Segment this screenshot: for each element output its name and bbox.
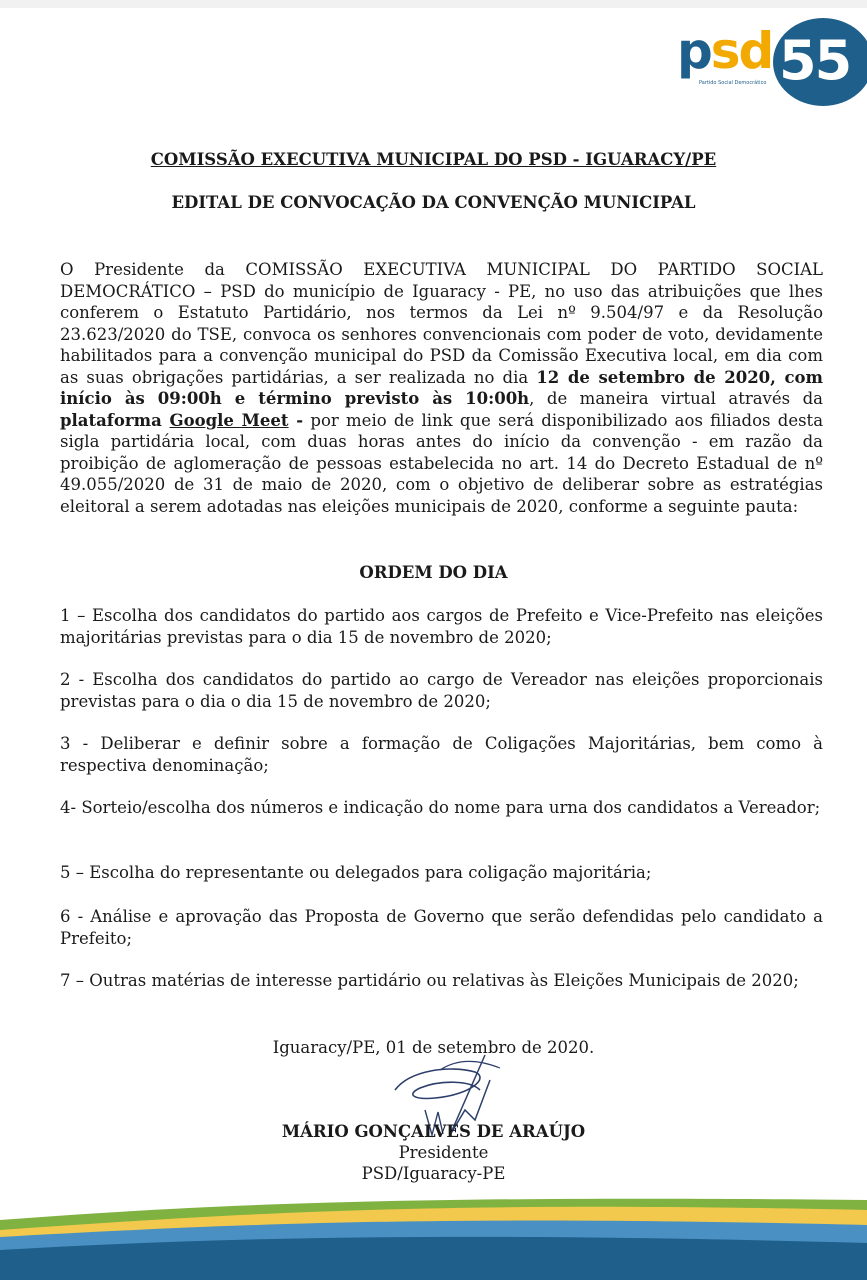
signer-name: MÁRIO GONÇALVES DE ARAÚJO	[281, 1122, 586, 1141]
footer-wave-decoration	[0, 1175, 867, 1280]
logo-number: 55	[779, 29, 851, 92]
document-title: COMISSÃO EXECUTIVA MUNICIPAL DO PSD - IGUARACY/PE	[150, 150, 717, 169]
scan-edge	[0, 0, 867, 8]
meeting-date: 12 de setembro de 2020, com início às 09:00h e término previsto às 10:00h	[60, 367, 823, 408]
intro-paragraph: O Presidente da COMISSÃO EXECUTIVA MUNICIPAL DO PARTIDO SOCIAL DEMOCRÁTICO – PSD do município de Iguaracy - PE, no uso das atribuições que lhes conferem o Estatuto Partidário, nos termos da Lei nº 9.504/97 e da Resolução 23.623/2020 do TSE, convoca os senhores convencionais com poder de voto, devidamente habilitados para a convenção municipal do PSD da Comissão Executiva local, em dia com as suas obrigações partidárias, a ser realizada no dia 12 de setembro de 2020, com início às 09:00h e término previsto às 10:00h, de maneira virtual através da plataforma Google Meet - por meio de link que será disponibilizado aos filiados desta sigla partidária local, com duas horas antes do início da convenção - em razão da proibição de aglomeração de pessoas estabelecida no art. 14 do Decreto Estadual de nº 49.055/2020 de 31 de maio de 2020, com o objetivo de deliberar sobre as estratégias eleitoral a serem adotadas nas eleições municipais de 2020, conforme a seguinte pauta:	[60, 260, 824, 516]
signer-organization: PSD/Iguaracy-PE	[361, 1164, 506, 1183]
platform-name: Google Meet	[169, 410, 289, 430]
agenda-item: 6 - Análise e aprovação das Proposta de Governo que serão defendidas pelo candidato a Prefeito;	[60, 907, 823, 948]
agenda-item: 5 – Escolha do representante ou delegados para coligação majoritária;	[60, 863, 652, 882]
agenda-item: 3 - Deliberar e definir sobre a formação de Coligações Majoritárias, bem como à respectiva denominação;	[60, 734, 823, 775]
agenda-item: 7 – Outras matérias de interesse partidário ou relativas às Eleições Municipais de 2020;	[60, 971, 799, 990]
agenda-item: 1 – Escolha dos candidatos do partido aos cargos de Prefeito e Vice-Prefeito nas eleições majoritárias previstas para o dia 15 de novembro de 2020;	[60, 606, 823, 647]
agenda-item: 4- Sorteio/escolha dos números e indicação do nome para urna dos candidatos a Vereador;	[60, 798, 821, 817]
psd-55-logo	[677, 18, 867, 108]
signer-role: Presidente	[398, 1143, 489, 1162]
logo-wordmark: psd	[677, 22, 773, 80]
logo-tagline: Partido Social Democrático	[699, 80, 767, 86]
place-and-date: Iguaracy/PE, 01 de setembro de 2020.	[272, 1038, 595, 1057]
agenda-item: 2 - Escolha dos candidatos do partido ao cargo de Vereador nas eleições proporcionais previstas para o dia o dia 15 de novembro de 2020;	[60, 670, 823, 711]
document-subtitle: EDITAL DE CONVOCAÇÃO DA CONVENÇÃO MUNICIPAL	[171, 193, 696, 212]
agenda-title: ORDEM DO DIA	[359, 563, 508, 582]
